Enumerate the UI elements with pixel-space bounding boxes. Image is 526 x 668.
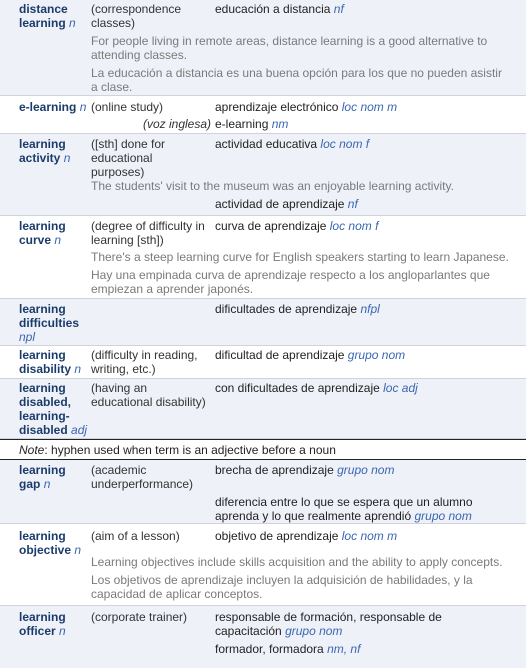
example-en: Learning objectives include skills acquisition and the ability to apply concepts. <box>91 555 503 569</box>
headword[interactable]: distance learning n <box>19 2 76 30</box>
translation-alt: actividad de aprendizaje nf <box>215 197 358 211</box>
translation: responsable de formación, responsable de capacitación grupo nom <box>215 610 442 638</box>
grammar-tag[interactable]: loc nom m <box>341 100 398 114</box>
translation-alt: formador, formadora nm, nf <box>215 642 361 656</box>
example-en: For people living in remote areas, distance learning is a good alternative to attending classes. <box>91 34 488 62</box>
regional-note: (voz inglesa) <box>142 117 211 131</box>
headword[interactable]: learning disabled, learning- disabled adj <box>19 381 88 437</box>
translation: actividad educativa loc nom f <box>215 137 370 151</box>
sense-gloss: (academic underperformance) <box>91 463 194 491</box>
headword[interactable]: e-learning n <box>19 100 87 114</box>
entry-learning-gap <box>0 460 526 524</box>
entry-learning-activity <box>0 134 526 216</box>
headword[interactable]: learning difficulties npl <box>19 302 80 344</box>
entry-e-learning <box>0 96 526 134</box>
grammar-tag[interactable]: grupo nom <box>347 348 406 362</box>
translation: dificultades de aprendizaje nfpl <box>215 302 380 316</box>
pos-tag: adj <box>71 423 88 437</box>
headword[interactable]: learning activity n <box>19 137 71 165</box>
translation-alt: e-learning nm <box>215 117 289 131</box>
sense-gloss: (degree of difficulty in learning [sth]) <box>91 219 205 247</box>
pos-tag: n <box>63 151 71 165</box>
entry-learning-disabled <box>0 379 526 439</box>
grammar-tag[interactable]: loc nom m <box>341 529 398 543</box>
entry-learning-officer <box>0 606 526 668</box>
usage-note <box>0 439 526 460</box>
headword[interactable]: learning objective n <box>19 529 82 557</box>
translation: aprendizaje electrónico loc nom m <box>215 100 398 114</box>
headword[interactable]: learning curve n <box>19 219 66 247</box>
sense-gloss: (online study) <box>91 100 164 114</box>
pos-tag: n <box>54 233 62 247</box>
example-es: Los objetivos de aprendizaje incluyen la adquisición de habilidades, y la capacidad de aplicar conceptos. <box>91 573 473 601</box>
grammar-tag[interactable]: loc nom f <box>329 219 379 233</box>
grammar-tag[interactable]: grupo nom <box>285 624 343 638</box>
grammar-tag[interactable]: grupo nom <box>337 463 395 477</box>
translation: curva de aprendizaje loc nom f <box>215 219 379 233</box>
translation: educación a distancia nf <box>215 2 344 16</box>
pos-tag: n <box>69 16 76 30</box>
entry-learning-difficulties <box>0 299 526 346</box>
pos-tag: n <box>43 477 51 491</box>
sense-gloss: ([sth] done for educational purposes) <box>91 137 166 179</box>
headword[interactable]: learning disability n <box>19 348 82 376</box>
sense-gloss: (difficulty in reading, writing, etc.) <box>91 348 198 376</box>
sense-gloss: (aim of a lesson) <box>91 529 180 543</box>
translation: dificultad de aprendizaje grupo nom <box>215 348 406 362</box>
grammar-tag[interactable]: nf <box>347 197 358 211</box>
grammar-tag[interactable]: loc nom f <box>320 137 370 151</box>
grammar-tag[interactable]: nm <box>271 117 289 131</box>
grammar-tag[interactable]: loc adj <box>383 381 418 395</box>
sense-gloss: (having an educational disability) <box>91 381 206 409</box>
grammar-tag[interactable]: nm, nf <box>327 642 361 656</box>
example-en: The students' visit to the museum was an enjoyable learning activity. <box>91 179 454 193</box>
grammar-tag[interactable]: nfpl <box>360 302 380 316</box>
example-es: La educación a distancia es una buena opción para los que no pueden asistir a clase. <box>91 66 502 94</box>
grammar-tag[interactable]: grupo nom <box>414 509 472 523</box>
headword[interactable]: learning officer n <box>19 610 66 638</box>
sense-gloss: (corporate trainer) <box>91 610 188 624</box>
pos-tag: n <box>59 624 66 638</box>
pos-tag: npl <box>19 330 36 344</box>
note-text: : hyphen used when term is an adjective before a noun <box>44 443 336 457</box>
translation: con dificultades de aprendizaje loc adj <box>215 381 418 395</box>
grammar-tag[interactable]: nf <box>333 2 344 16</box>
entry-learning-disability <box>0 346 526 379</box>
entry-distance-learning <box>0 0 526 96</box>
pos-tag: n <box>74 543 82 557</box>
sense-gloss: (correspondence classes) <box>91 2 182 30</box>
pos-tag: n <box>79 100 87 114</box>
pos-tag: n <box>74 362 82 376</box>
translation-alt: diferencia entre lo que se espera que un alumno aprenda y lo que realmente aprendió grupo nom <box>215 495 473 523</box>
entry-learning-curve <box>0 216 526 299</box>
headword[interactable]: learning gap n <box>19 463 66 491</box>
example-es: Hay una empinada curva de aprendizaje respecto a los angloparlantes que empiezan a aprender japonés. <box>91 268 490 296</box>
translation: brecha de aprendizaje grupo nom <box>215 463 395 477</box>
note-label: Note <box>19 443 45 457</box>
example-en: There's a steep learning curve for English speakers starting to learn Japanese. <box>91 250 509 264</box>
translation: objetivo de aprendizaje loc nom m <box>215 529 398 543</box>
entry-learning-objective <box>0 524 526 606</box>
